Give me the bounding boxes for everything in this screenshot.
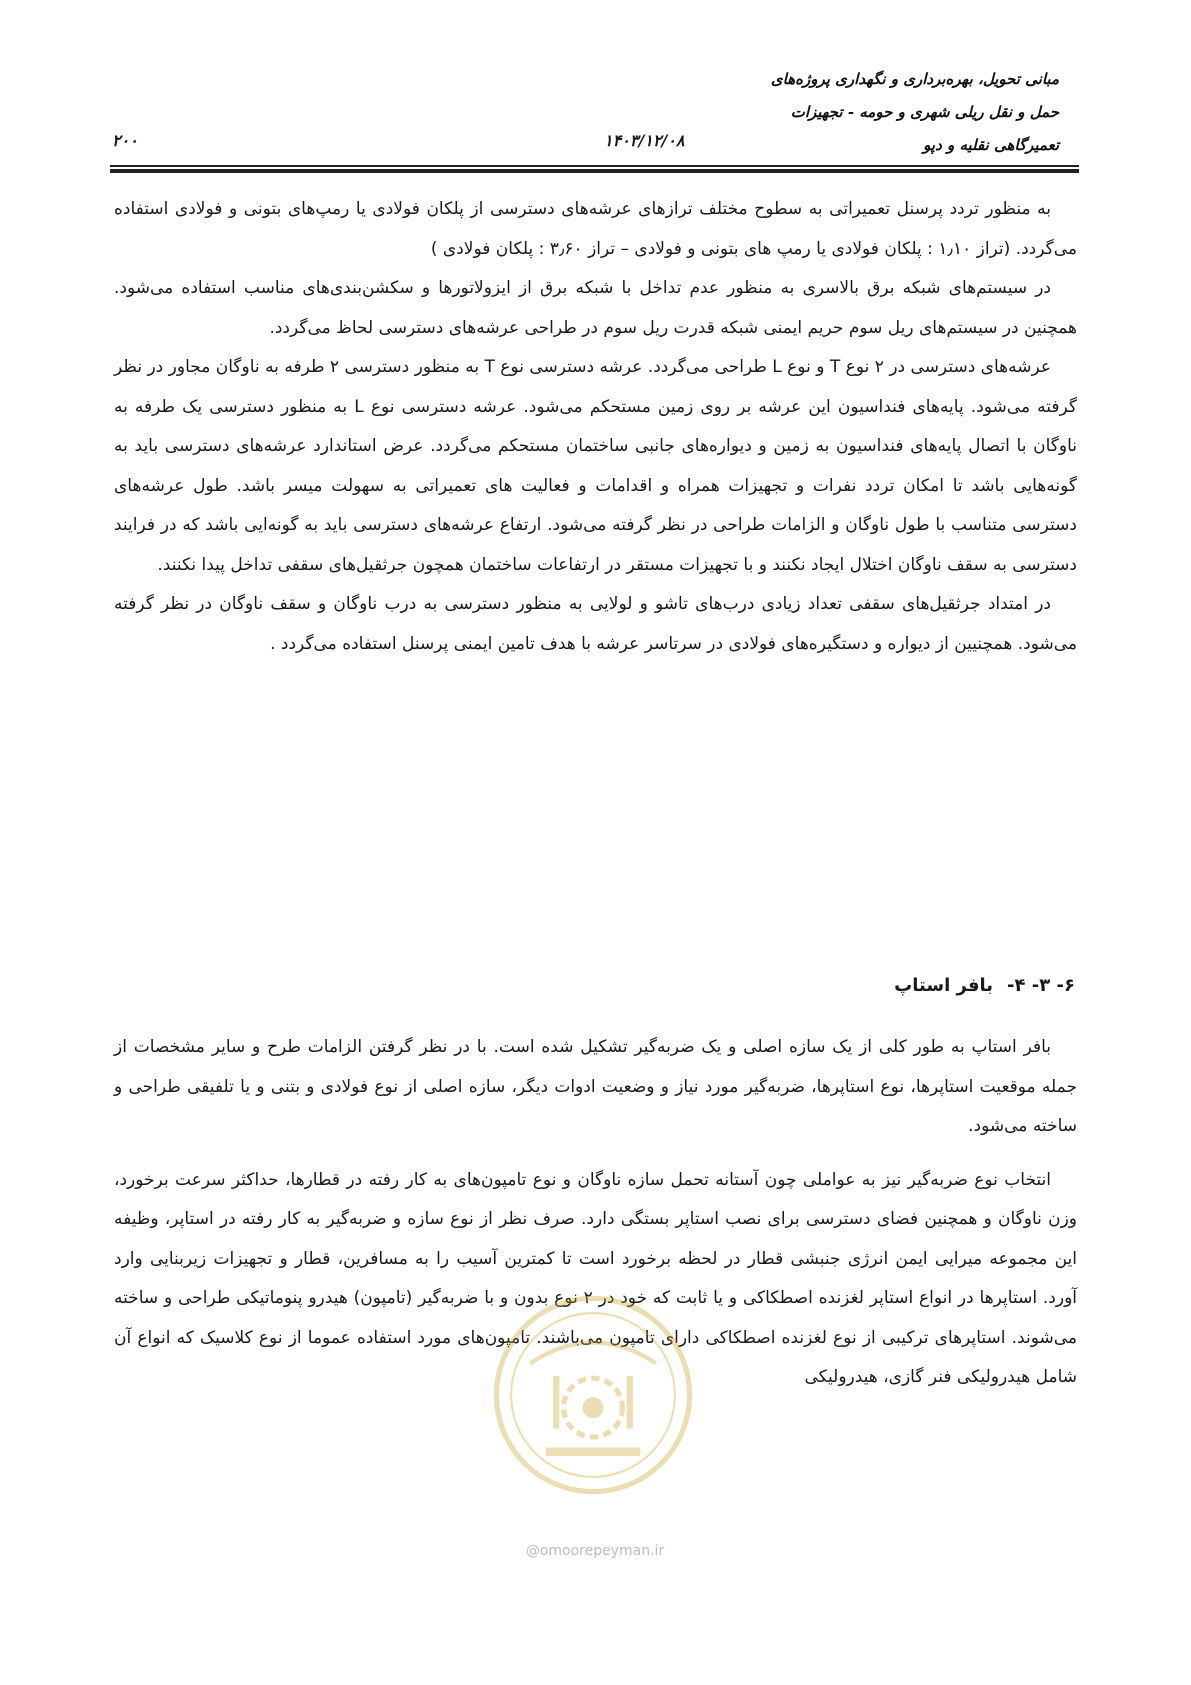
watermark-seal-icon (488, 1290, 698, 1500)
section-title: بافر استاپ (894, 975, 994, 996)
paragraph: عرشه‌های دسترسی در ۲ نوع T و نوع L طراحی می‌گردد. عرشه دسترسی نوع T به منظور دسترسی ۲ طرفه به ناوگان مجاور در نظر گرفته می‌شود. پایه‌های فنداسیون این عرشه بر روی زمین مستحکم می‌شود. عرشه دسترسی نوع L به منظور دسترسی یک طرفه به ناوگان با اتصال پایه‌های فنداسیون به زمین و دیواره‌های جانبی ساختمان مستحکم می‌گردد. عرض استاندارد عرشه‌های دسترسی باید به گونه‌هایی باشد تا امکان تردد نفرات و تجهیزات همراه و اقدامات و فعالیت های تعمیراتی به سهولت میسر باشد. طول عرشه‌های دسترسی متناسب با طول ناوگان و الزامات طراحی در نظر گرفته می‌شود. ارتفاع عرشه‌های دسترسی باید به گونه‌ایی باشد که در فرایند دسترسی به سقف ناوگان اختلال ایجاد نکنند و با تجهیزات مستقر در ارتفاعات ساختمان همچون جرثقیل‌های سقفی تداخل پیدا نکنند. (114, 357, 1078, 575)
paragraph: انتخاب نوع ضربه‌گیر نیز به عواملی چون آستانه تحمل سازه ناوگان و نوع تامپون‌های به کار رفته در قطارها، حداکثر سرعت برخورد، وزن ناوگان و همچنین فضای دسترسی برای نصب استاپر بستگی دارد. صرف نظر از نوع سازه و ضربه‌گیر به کار رفته در استاپر، وظیفه این مجموعه میرایی ایمن انرژی جنبشی قطار در لحظه برخورد است تا کمترین آسیب را به مسافرین، قطار و تجهیزات زیربنایی وارد آورد. استاپرها در انواع استاپر لغزنده اصطکاکی و یا ثابت که خود در ۲ نوع بدون و با ضربه‌گیر (تامپون) هیدرو پنوماتیکی طراحی و ساخته می‌شوند. استاپرهای ترکیبی از نوع لغزنده اصطکاکی دارای تامپون می‌باشند. تامپون‌های مورد استفاده عموما از نوع کلاسیک که انواع آن شامل هیدرولیکی فنر گازی، هیدرولیکی (114, 1169, 1077, 1387)
body-text (114, 190, 1077, 664)
page-number: ۲۰۰ (112, 131, 138, 150)
title-line-1: مبانی تحویل، بهره‌برداری و نگهداری پروژه‌های (770, 70, 1059, 88)
paragraph: در امتداد جرثقیل‌های سقفی تعداد زیادی درب‌های تاشو و لولایی به منظور دسترسی به درب ناوگان و سقف ناوگان در نظر گرفته می‌شود. همچنیین از دیواره و دستگیره‌های فولادی در سرتاسر عرشه با هدف تامین ایمنی پرسنل استفاده می‌گردد . (114, 594, 1077, 654)
section-number: ۶- ۳- ۴- (1007, 975, 1075, 996)
header-date: ۱۴۰۳/۱۲/۰۸ (604, 131, 685, 150)
section-heading (894, 975, 1075, 996)
paragraph: در سیستم‌های شبکه برق بالاسری به منظور عدم تداخل با شبکه برق از ایزولاتورها و سکشن‌بندی‌های مناسب استفاده می‌شود. همچنین در سیستم‌های ریل سوم حریم ایمنی شبکه قدرت ریل سوم در طراحی عرشه‌های دسترسی لحاظ می‌گردد. (114, 278, 1077, 338)
header-rule (110, 165, 1079, 173)
paragraph: به منظور تردد پرسنل تعمیراتی به سطوح مختلف ترازهای عرشه‌های دسترسی از پلکان فولادی یا رمپ‌های بتونی و فولادی استفاده می‌گردد. (تراز ۱٫۱۰ : پلکان فولادی یا رمپ های بتونی و فولادی – تراز ۳٫۶۰ : پلکان فولادی ) (114, 199, 1077, 259)
watermark-url: @omoorepeyman.ir (525, 1543, 665, 1559)
title-line-2: حمل و نقل ریلی شهری و حومه - تجهیزات (790, 103, 1059, 121)
page-header (110, 55, 1079, 180)
paragraph: بافر استاپ به طور کلی از یک سازه اصلی و یک ضربه‌گیر تشکیل شده است. با در نظر گرفتن الزامات طرح و سایر مشخصات از جمله موقعیت استاپرها، نوع استاپرها، ضربه‌گیر مورد نیاز و وضعیت ادوات دیگر، سازه اصلی از نوع فولادی و بتنی و یا تلفیقی طراحی و ساخته می‌شود. (114, 1037, 1077, 1136)
document-title (679, 63, 1059, 162)
title-line-3: تعمیرگاهی نقلیه و دپو (923, 136, 1059, 154)
